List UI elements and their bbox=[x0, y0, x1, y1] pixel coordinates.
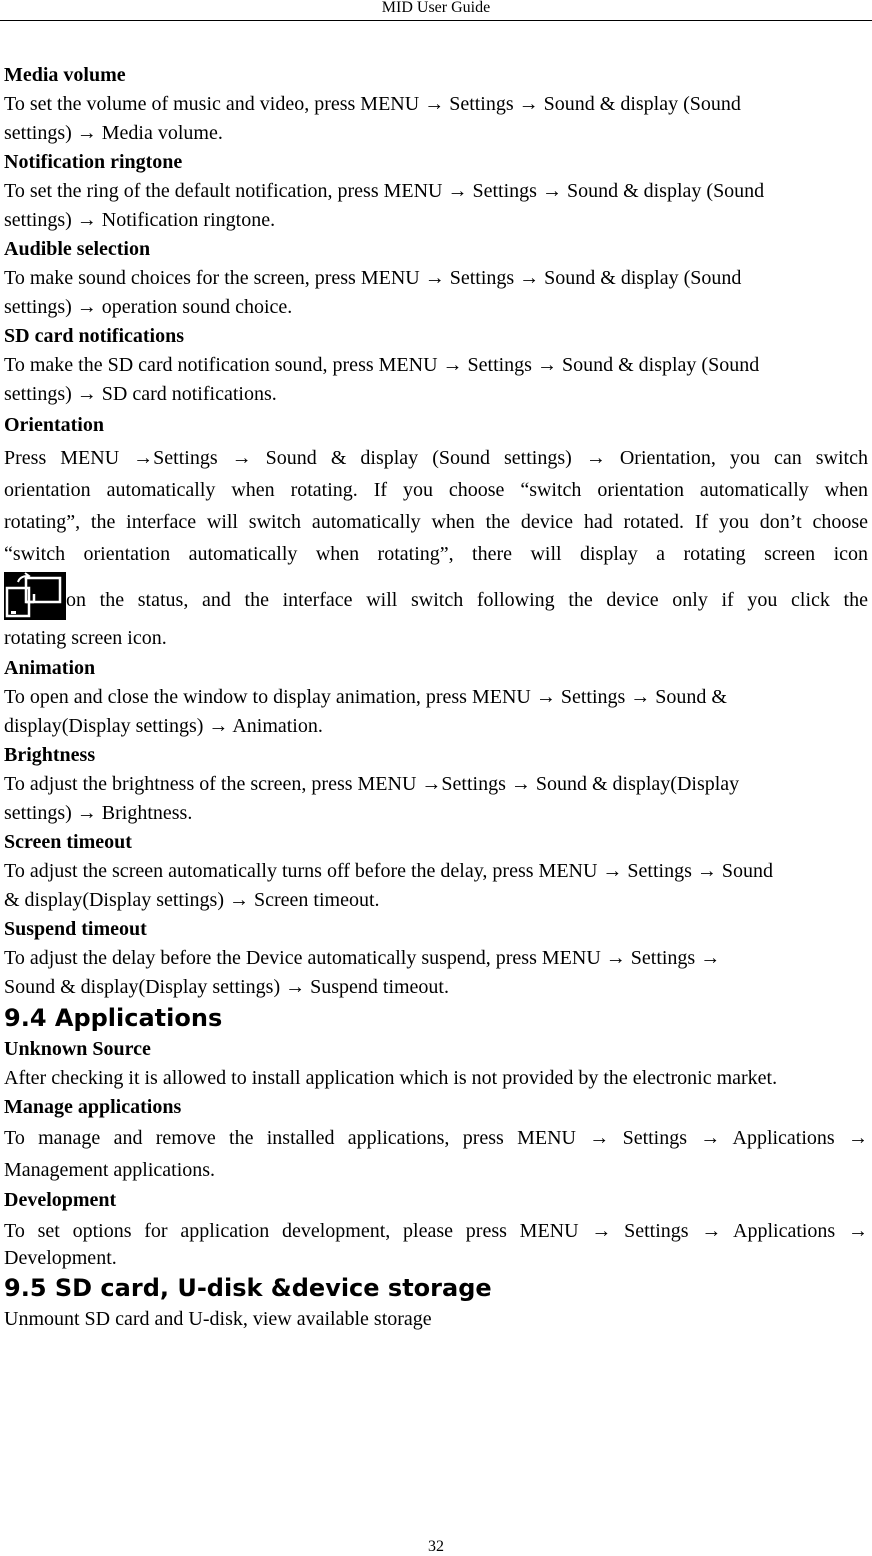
screen-timeout-line-1: To adjust the screen automatically turns off before the delay, press MENU → Settings → Sound bbox=[4, 860, 773, 882]
orientation-line-1: Press MENU →Settings → Sound & display (Sound settings) → Orientation, you can switch bbox=[4, 447, 868, 469]
development-line-1: To set options for application development, please press MENU → Settings → Applications → bbox=[4, 1220, 868, 1242]
animation-line-1: To open and close the window to display animation, press MENU → Settings → Sound & bbox=[4, 686, 727, 708]
page-number: 32 bbox=[428, 1538, 444, 1555]
screen-timeout-heading: Screen timeout bbox=[4, 831, 132, 853]
sd-card-notifications-heading: SD card notifications bbox=[4, 325, 184, 347]
page-header bbox=[0, 0, 872, 21]
suspend-timeout-line-1: To adjust the delay before the Device automatically suspend, press MENU → Settings → bbox=[4, 947, 721, 969]
screen-timeout-line-2: & display(Display settings) → Screen timeout. bbox=[4, 889, 380, 911]
unknown-source-heading: Unknown Source bbox=[4, 1038, 151, 1060]
orientation-line-3: rotating”, the interface will switch automatically when the device had rotated. If you don’t choose bbox=[4, 511, 868, 533]
orientation-line-6: rotating screen icon. bbox=[4, 627, 167, 649]
unknown-source-line-1: After checking it is allowed to install application which is not provided by the electronic market. bbox=[4, 1067, 778, 1089]
notification-ringtone-heading: Notification ringtone bbox=[4, 151, 183, 173]
sd-card-notifications-line-2: settings) → SD card notifications. bbox=[4, 383, 277, 405]
header-title: MID User Guide bbox=[381, 0, 491, 16]
storage-section-title: 9.5 SD card, U-disk &device storage bbox=[4, 1274, 492, 1302]
orientation-heading: Orientation bbox=[4, 414, 104, 436]
brightness-line-1: To adjust the brightness of the screen, press MENU →Settings → Sound & display(Display bbox=[4, 773, 740, 795]
storage-line-1: Unmount SD card and U-disk, view available storage bbox=[4, 1308, 432, 1330]
audible-selection-heading: Audible selection bbox=[4, 238, 151, 260]
notification-ringtone-line-1: To set the ring of the default notification, press MENU → Settings → Sound & display (Sound bbox=[4, 180, 765, 202]
sd-card-notifications-line-1: To make the SD card notification sound, press MENU → Settings → Sound & display (Sound bbox=[4, 354, 760, 376]
development-heading: Development bbox=[4, 1189, 117, 1211]
media-volume-line-1: To set the volume of music and video, press MENU → Settings → Sound & display (Sound bbox=[4, 93, 741, 115]
media-volume-line-2: settings) → Media volume. bbox=[4, 122, 223, 144]
orientation-line-4: “switch orientation automatically when rotating”, there will display a rotating screen icon bbox=[4, 543, 868, 565]
suspend-timeout-heading: Suspend timeout bbox=[4, 918, 147, 940]
animation-line-2: display(Display settings) → Animation. bbox=[4, 715, 323, 737]
animation-heading: Animation bbox=[4, 657, 96, 679]
suspend-timeout-line-2: Sound & display(Display settings) → Suspend timeout. bbox=[4, 976, 449, 998]
rotate-screen-icon bbox=[4, 572, 66, 620]
audible-selection-line-1: To make sound choices for the screen, press MENU → Settings → Sound & display (Sound bbox=[4, 267, 742, 289]
orientation-line-5: on the status, and the interface will switch following the device only if you click the bbox=[66, 589, 868, 611]
brightness-heading: Brightness bbox=[4, 744, 96, 766]
brightness-line-2: settings) → Brightness. bbox=[4, 802, 193, 824]
notification-ringtone-line-2: settings) → Notification ringtone. bbox=[4, 209, 276, 231]
development-line-2: Development. bbox=[4, 1247, 117, 1269]
audible-selection-line-2: settings) → operation sound choice. bbox=[4, 296, 293, 318]
media-volume-heading: Media volume bbox=[4, 64, 126, 86]
page-content bbox=[4, 60, 868, 1334]
manage-applications-heading: Manage applications bbox=[4, 1096, 182, 1118]
manage-applications-line-1: To manage and remove the installed applications, press MENU → Settings → Applications → bbox=[4, 1127, 868, 1149]
applications-section-title: 9.4 Applications bbox=[4, 1004, 223, 1032]
orientation-line-2: orientation automatically when rotating. If you choose “switch orientation automatically when bbox=[4, 479, 868, 501]
manage-applications-line-2: Management applications. bbox=[4, 1159, 216, 1181]
orientation-icon-line bbox=[4, 570, 868, 622]
